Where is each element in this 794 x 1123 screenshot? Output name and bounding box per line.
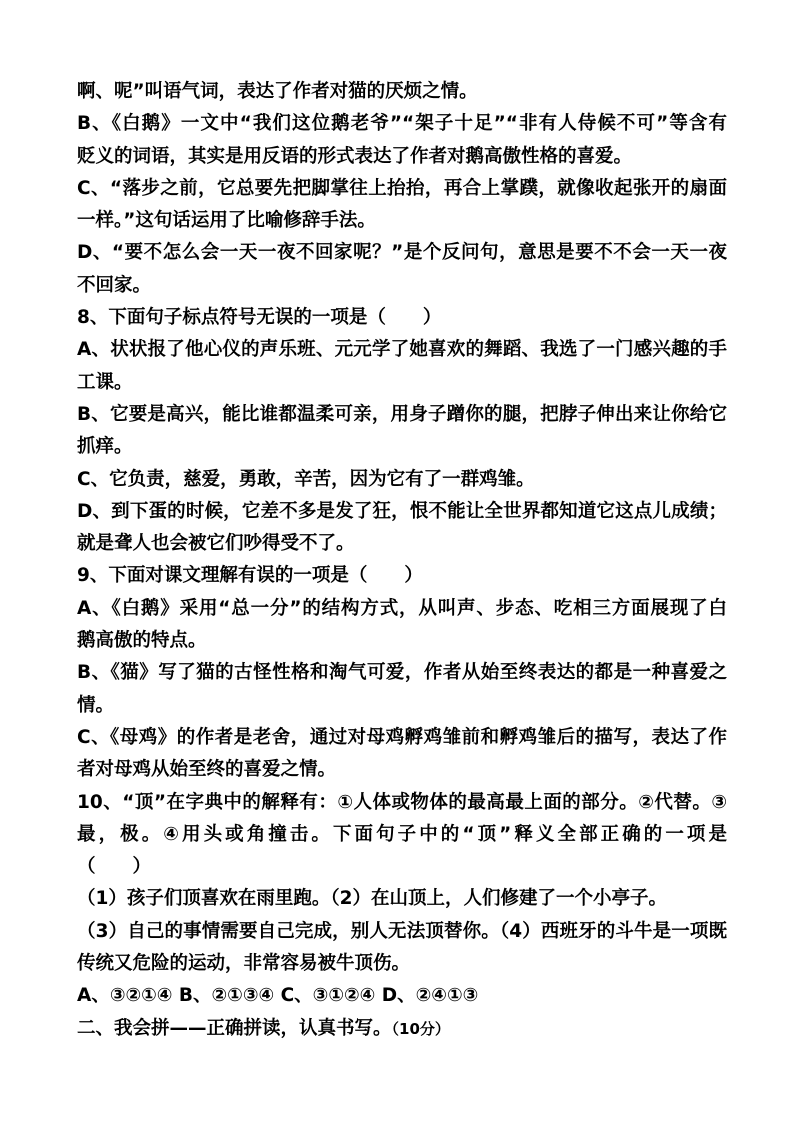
option-a-line: A、状状报了他心仪的声乐班、元元学了她喜欢的舞蹈、我选了一门感兴趣的手 — [77, 339, 727, 361]
sentence-line: （1）孩子们顶喜欢在雨里跑。（2）在山顶上，人们修建了一个小亭子。 — [77, 888, 667, 910]
text-line: 一样。”这句话运用了比喻修辞手法。 — [77, 210, 376, 232]
answer-options-line: A、③②①④ B、②①③④ C、③①②④ D、②④①③ — [77, 985, 479, 1007]
exam-page — [77, 76, 727, 1045]
option-c-line: C、它负责，慈爱，勇敢，辛苦，因为它有了一群鸡雏。 — [77, 468, 535, 490]
question-10-title: 10、“顶”在字典中的解释有：①人体或物体的最高最上面的部分。②代替。③ — [77, 791, 727, 813]
text-line: 情。 — [77, 694, 115, 716]
text-line: 鹅高傲的特点。 — [77, 630, 207, 652]
option-b-line: B、《白鹅》一文中“我们这位鹅老爷”“架子十足”“非有人侍候不可”等含有 — [77, 113, 727, 135]
question-8-title: 8、下面句子标点符号无误的一项是（ ） — [77, 307, 442, 329]
option-b-line: B、《猫》写了猫的古怪性格和淘气可爱，作者从始至终表达的都是一种喜爱之 — [77, 662, 727, 684]
text-line: 就是聋人也会被它们吵得受不了。 — [77, 533, 355, 555]
sentence-line: （3）自己的事情需要自己完成，别人无法顶替你。（4）西班牙的斗牛是一项既 — [77, 920, 727, 942]
text-line: 贬义的词语，其实是用反语的形式表达了作者对鹅高傲性格的喜爱。 — [77, 145, 633, 167]
section-2-title — [77, 1013, 727, 1045]
section-2-heading: 二、我会拼——正确拼读，认真书写。 — [77, 1017, 392, 1039]
text-line: 工课。 — [77, 371, 133, 393]
answer-blank: （ ） — [77, 856, 152, 878]
text-line: 传统又危险的运动，非常容易被牛顶伤。 — [77, 953, 411, 975]
option-c-line: C、《母鸡》的作者是老舍，通过对母鸡孵鸡雏前和孵鸡雏后的描写，表达了作 — [77, 726, 727, 748]
option-d-line: D、到下蛋的时候，它差不多是发了狂，恨不能让全世界都知道它这点儿成绩； — [77, 500, 727, 522]
text-line: 最，极。④用头或角撞击。下面句子中的“顶”释义全部正确的一项是 — [77, 823, 727, 845]
text-line: 啊、呢”叫语气词，表达了作者对猫的厌烦之情。 — [77, 81, 478, 102]
text-line: 者对母鸡从始至终的喜爱之情。 — [77, 759, 337, 781]
option-b-line: B、它要是高兴，能比谁都温柔可亲，用身子蹭你的腿，把脖子伸出来让你给它 — [77, 403, 727, 425]
option-c-line: C、“落步之前，它总要先把脚掌往上抬抬，再合上掌蹼，就像收起张开的扇面 — [77, 177, 727, 199]
option-a-line: A、《白鹅》采用“总一分”的结构方式，从叫声、步态、吃相三方面展现了白 — [77, 597, 727, 619]
question-9-title: 9、下面对课文理解有误的一项是（ ） — [77, 565, 423, 587]
text-line: 不回家。 — [77, 274, 152, 296]
option-d-line: D、“要不怎么会一天一夜不回家呢？”是个反问句，意思是要不不会一天一夜 — [77, 242, 727, 264]
section-2-score: （10分） — [391, 1019, 450, 1038]
text-line: 抓痒。 — [77, 436, 133, 458]
